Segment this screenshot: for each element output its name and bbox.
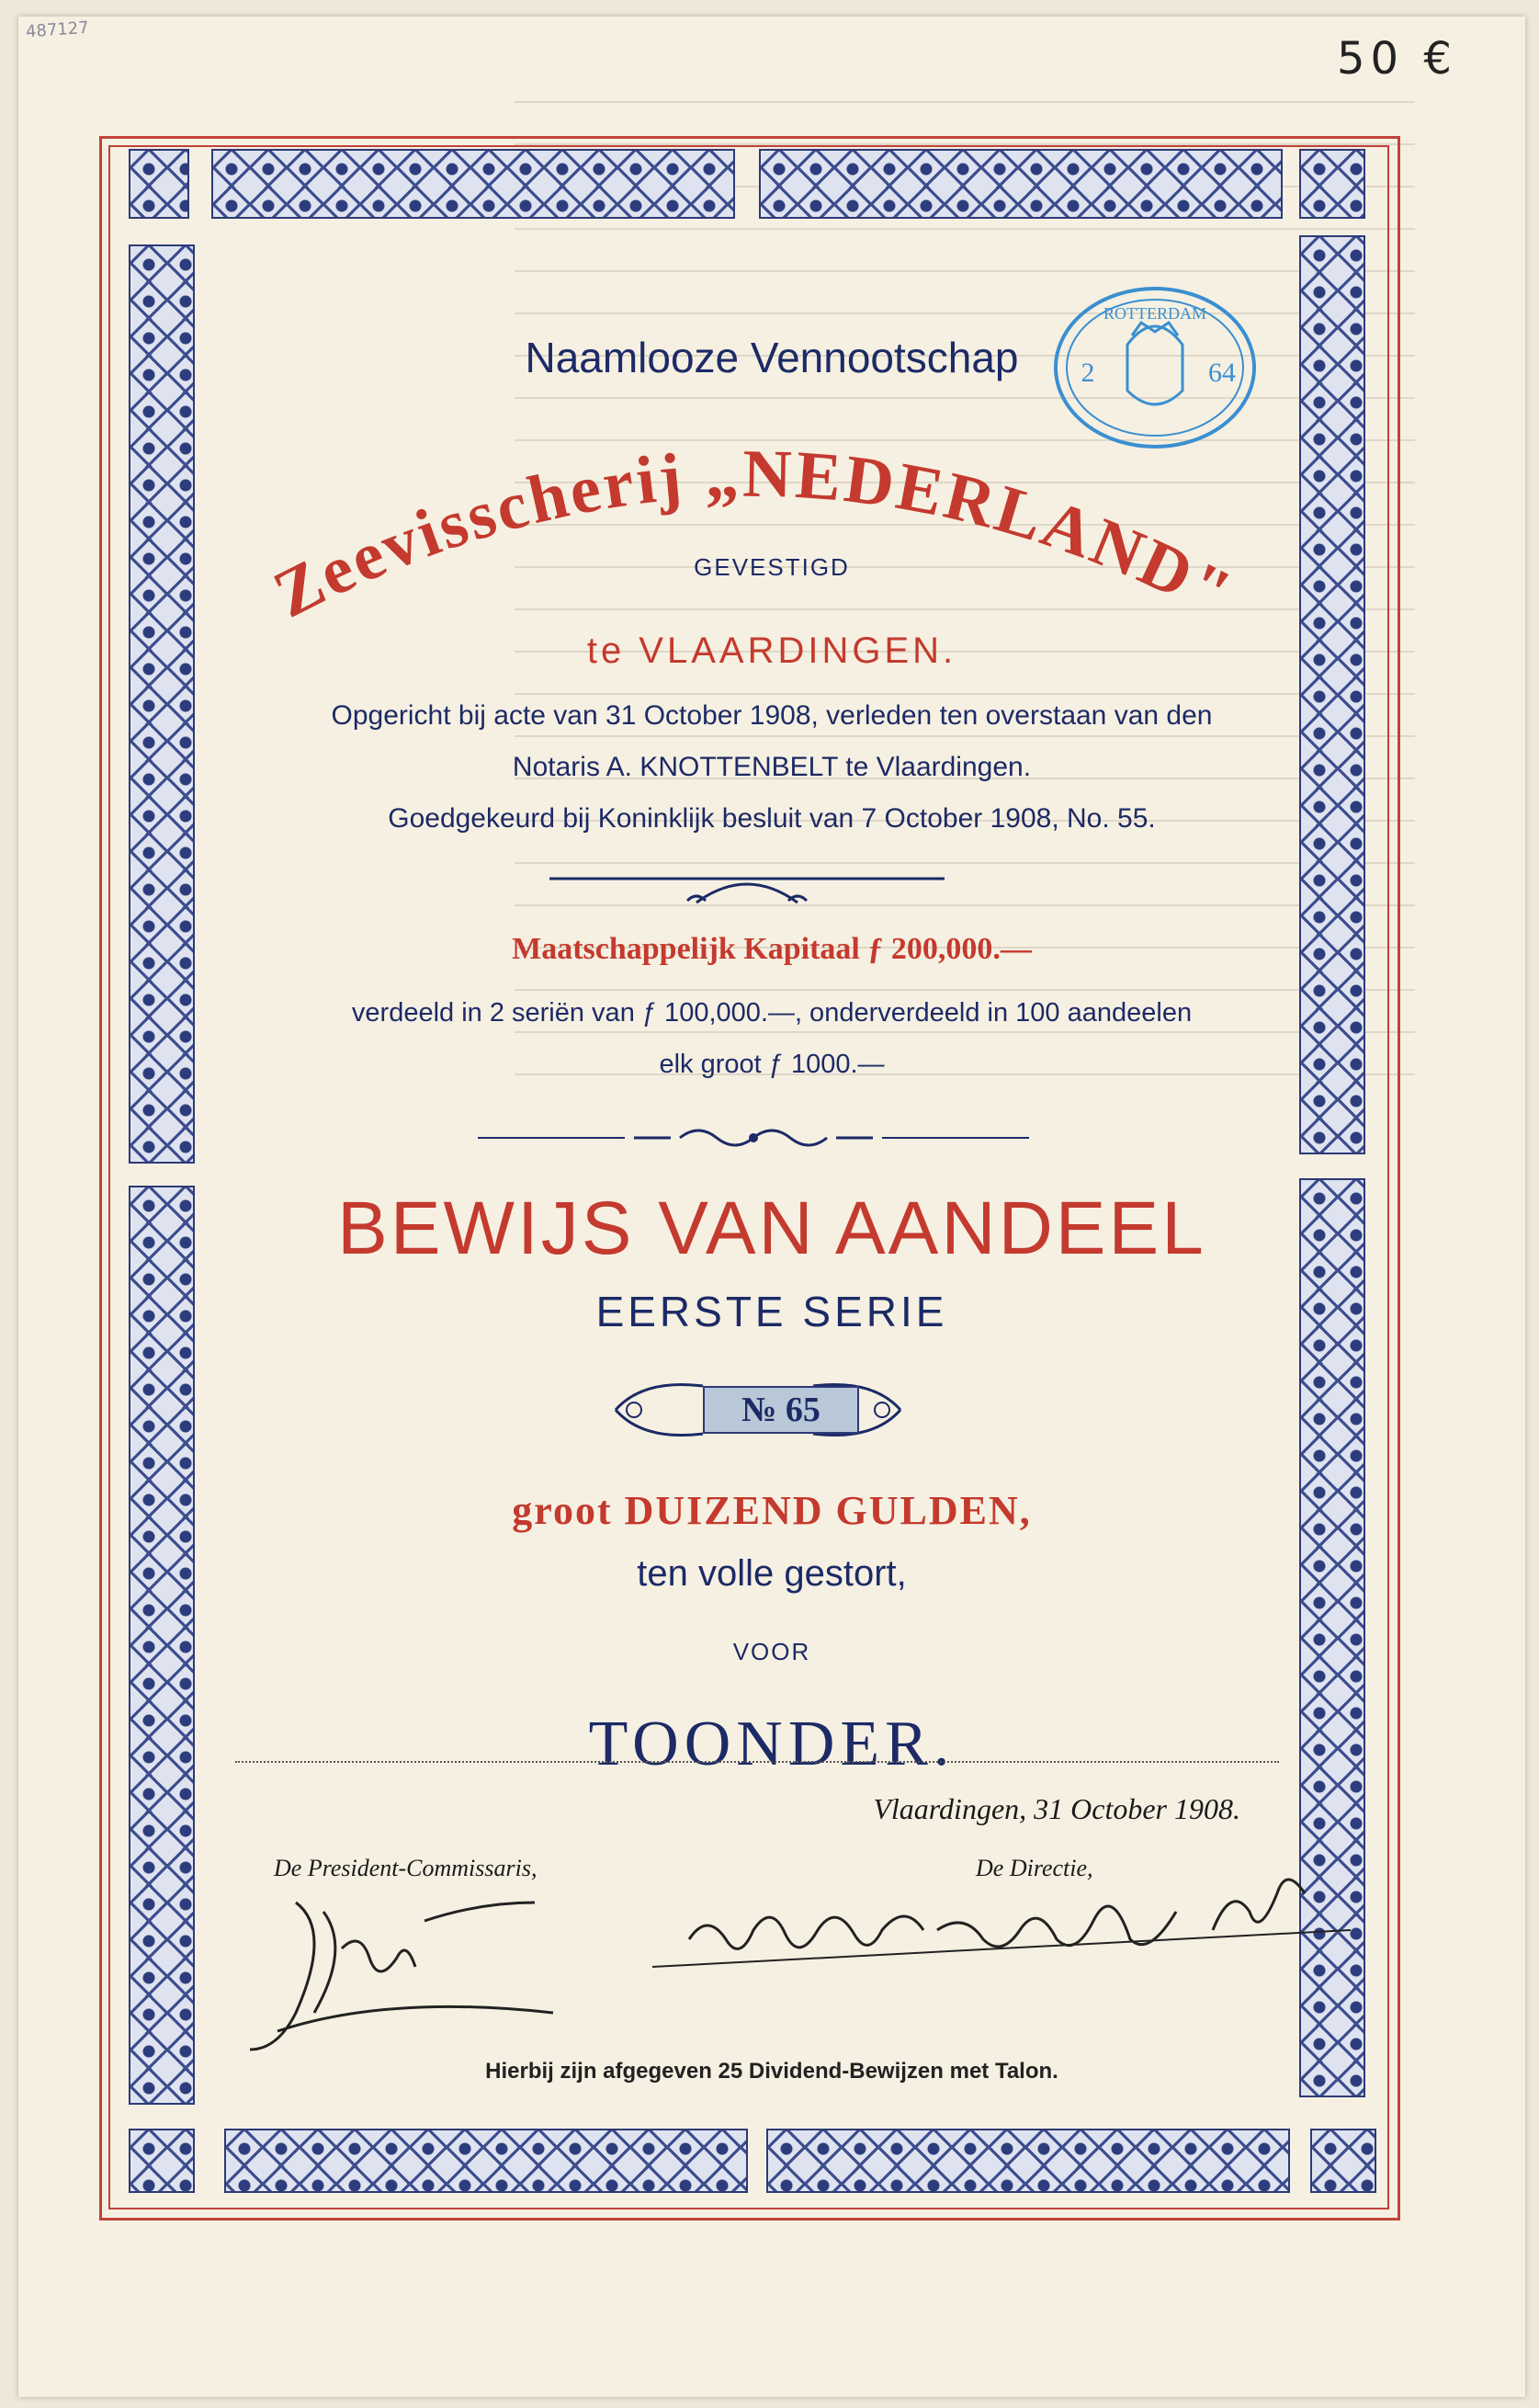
place-date: Vlaardingen, 31 October 1908.: [873, 1792, 1240, 1825]
company-name: Zeevisscherij „NEDERLAND": [262, 436, 1245, 633]
capital: Maatschappelijk Kapitaal ƒ 200,000.—: [512, 932, 1032, 966]
city: te VLAARDINGEN.: [586, 630, 957, 671]
left-band-upper: [129, 244, 195, 1164]
bottom-right-corner-ornament: [1310, 2129, 1376, 2193]
top-right-corner-ornament: [1299, 149, 1365, 219]
divider-ornament-1: [549, 866, 945, 921]
gevestigd-label: GEVESTIGD: [694, 553, 850, 581]
certificate-title: BEWIJS VAN AANDEEL: [337, 1187, 1206, 1270]
founding-line-1: Opgericht bij acte van 31 October 1908, verleden ten overstaan van den: [331, 700, 1213, 731]
capital-division: verdeeld in 2 seriën van ƒ 100,000.—, onderverdeeld in 100 aandeelen: [351, 998, 1193, 1028]
archive-number: 487127: [25, 17, 90, 42]
share-size: elk groot ƒ 1000.—: [659, 1050, 885, 1079]
company-type: Naamlooze Vennootschap: [525, 334, 1019, 381]
stamp-right-number: 64: [1208, 358, 1236, 388]
signature-president: [241, 1884, 571, 2068]
stamp-left-number: 2: [1081, 358, 1095, 388]
price-note: 50 €: [1337, 33, 1457, 85]
top-left-corner-ornament: [129, 149, 189, 219]
role-directie: De Directie,: [976, 1855, 1093, 1881]
voor-label: VOOR: [732, 1638, 811, 1665]
divider-ornament-2: [478, 1119, 1029, 1156]
bearer: TOONDER.: [588, 1709, 956, 1779]
founding-line-3: Goedgekeurd bij Koninklijk besluit van 7 October 1908, No. 55.: [388, 803, 1156, 834]
number-cartouche: [606, 1373, 910, 1447]
top-band-left: [211, 149, 735, 219]
bottom-band-left: [224, 2129, 748, 2193]
founding-line-2: Notaris A. KNOTTENBELT te Vlaardingen.: [512, 752, 1032, 782]
series: EERSTE SERIE: [595, 1288, 948, 1335]
role-president-commissaris: De President-Commissaris,: [274, 1855, 538, 1881]
nominal-amount: groot DUIZEND GULDEN,: [512, 1488, 1032, 1533]
signature-directie: [643, 1875, 1360, 1985]
paid-status: ten volle gestort,: [637, 1553, 907, 1594]
bottom-left-corner-ornament: [129, 2129, 195, 2193]
bottom-band-right: [766, 2129, 1290, 2193]
bearer-rule: [235, 1761, 1279, 1763]
stamp-city: ROTTERDAM: [1103, 304, 1206, 323]
svg-text:Zeevisscherij „NEDERLAND": [262, 437, 1244, 633]
certificate-number: № 65: [703, 1386, 859, 1434]
left-band-lower: [129, 1186, 195, 2105]
footer-note: Hierbij zijn afgegeven 25 Dividend-Bewijzen met Talon.: [485, 2059, 1058, 2084]
top-band-right: [759, 149, 1283, 219]
